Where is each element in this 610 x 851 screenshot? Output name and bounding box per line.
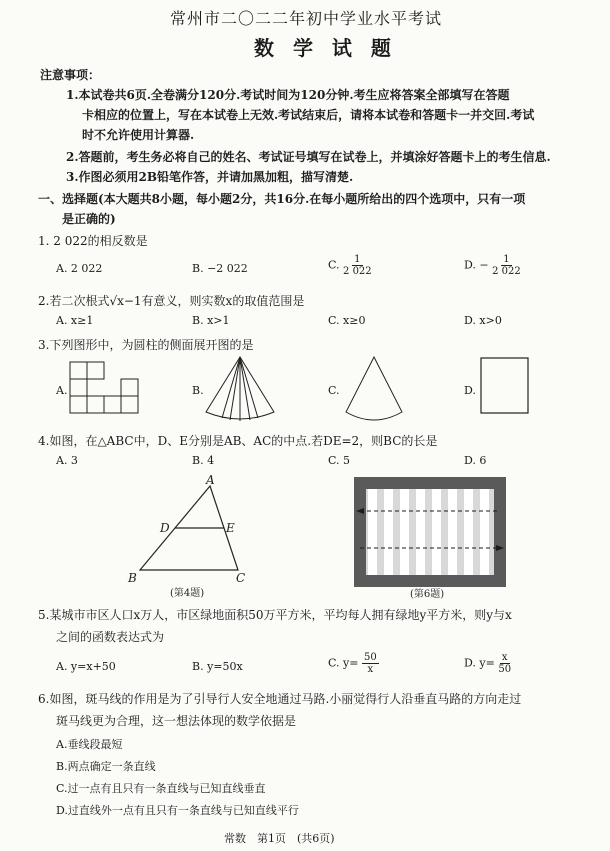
- q4-option-b: B. 4: [192, 454, 215, 467]
- question-2: 2.若二次根式√x−1有意义，则实数x的取值范围是: [38, 294, 305, 308]
- point-d-label: D: [160, 521, 170, 535]
- q1-option-d: D. − $\frac{1}{2 022}$: [464, 254, 521, 277]
- notice-line: 3.作图必须用2B铅笔作答，并请加黑加粗，描写清楚.: [66, 170, 354, 184]
- q2-option-b: B. x>1: [192, 314, 230, 327]
- subject-title: 数 学 试 题: [254, 36, 397, 60]
- section-heading-cont: 是正确的): [62, 212, 116, 226]
- notice-line: 卡相应的位置上，写在本试卷上无效.考试结束后，请将本试卷和答题卡一并交回.考试: [82, 108, 535, 122]
- question-1: 1. 2 022的相反数是: [38, 234, 148, 248]
- q6-option-b: B.两点确定一条直线: [56, 760, 156, 773]
- q5-option-c: C. y= $\frac{50}{x}$: [328, 652, 377, 675]
- q6-option-d: D.过直线外一点有且只有一条直线与已知直线平行: [56, 804, 299, 817]
- q5-option-a: A. y=x+50: [56, 660, 116, 673]
- vertex-b-label: B: [128, 571, 137, 585]
- q2-option-c: C. x≥0: [328, 314, 366, 327]
- page-footer: 常数 第1页 (共6页): [224, 832, 335, 845]
- notice-line: 1.本试卷共6页.全卷满分120分.考试时间为120分钟.考生应将答案全部填写在答题: [66, 88, 510, 102]
- q5-option-b: B. y=50x: [192, 660, 243, 673]
- question-4: 4.如图，在△ABC中，D、E分别是AB、AC的中点.若DE=2，则BC的长是: [38, 434, 438, 448]
- q3-option-a: A.: [56, 384, 68, 397]
- q5-option-d: D. y= $\frac{x}{50}$: [464, 652, 512, 675]
- q1-option-a: A. 2 022: [56, 262, 103, 275]
- q3-option-d: D.: [464, 384, 476, 397]
- section-heading: 一、选择题(本大题共8小题，每小题2分，共16分.在每小题所给出的四个选项中，只有一项: [38, 192, 526, 206]
- exam-title: 常州市二〇二二年初中学业水平考试: [170, 9, 443, 28]
- q3-option-b: B.: [192, 384, 204, 397]
- vertex-c-label: C: [236, 571, 246, 585]
- vertex-a-label: A: [206, 473, 215, 487]
- point-e-label: E: [226, 521, 235, 535]
- figure-6-caption: (第6题): [410, 589, 445, 600]
- question-5: 5.某城市市区人口x万人，市区绿地面积50万平方米，平均每人拥有绿地y平方米，则y与x: [38, 608, 512, 622]
- q4-option-c: C. 5: [328, 454, 351, 467]
- notice-heading: 注意事项：: [40, 68, 101, 82]
- notice-line: 2.答题前，考生务必将自己的姓名、考试证号填写在试卷上，并填涂好答题卡上的考生信息.: [66, 150, 551, 164]
- q6-option-c: C.过一点有且只有一条直线与已知直线垂直: [56, 782, 266, 795]
- question-6: 6.如图，斑马线的作用是为了引导行人安全地通过马路.小丽觉得行人沿垂直马路的方向走过: [38, 692, 522, 706]
- q3-option-c: C.: [328, 384, 340, 397]
- q2-option-a: A. x≥1: [56, 314, 94, 327]
- figure-4-caption: (第4题): [170, 588, 205, 599]
- q1-option-c: C. $\frac{1}{2 022}$: [328, 254, 372, 277]
- q1-option-b: B. −2 022: [192, 262, 248, 275]
- question-3: 3.下列图形中，为圆柱的侧面展开图的是: [38, 338, 254, 352]
- q4-option-d: D. 6: [464, 454, 487, 467]
- q6-option-a: A.垂线段最短: [56, 738, 123, 751]
- notice-line: 时不允许使用计算器.: [82, 128, 195, 142]
- q4-option-a: A. 3: [56, 454, 78, 467]
- question-6-cont: 斑马线更为合理，这一想法体现的数学依据是: [56, 714, 297, 728]
- q2-option-d: D. x>0: [464, 314, 502, 327]
- question-5-cont: 之间的函数表达式为: [56, 630, 165, 644]
